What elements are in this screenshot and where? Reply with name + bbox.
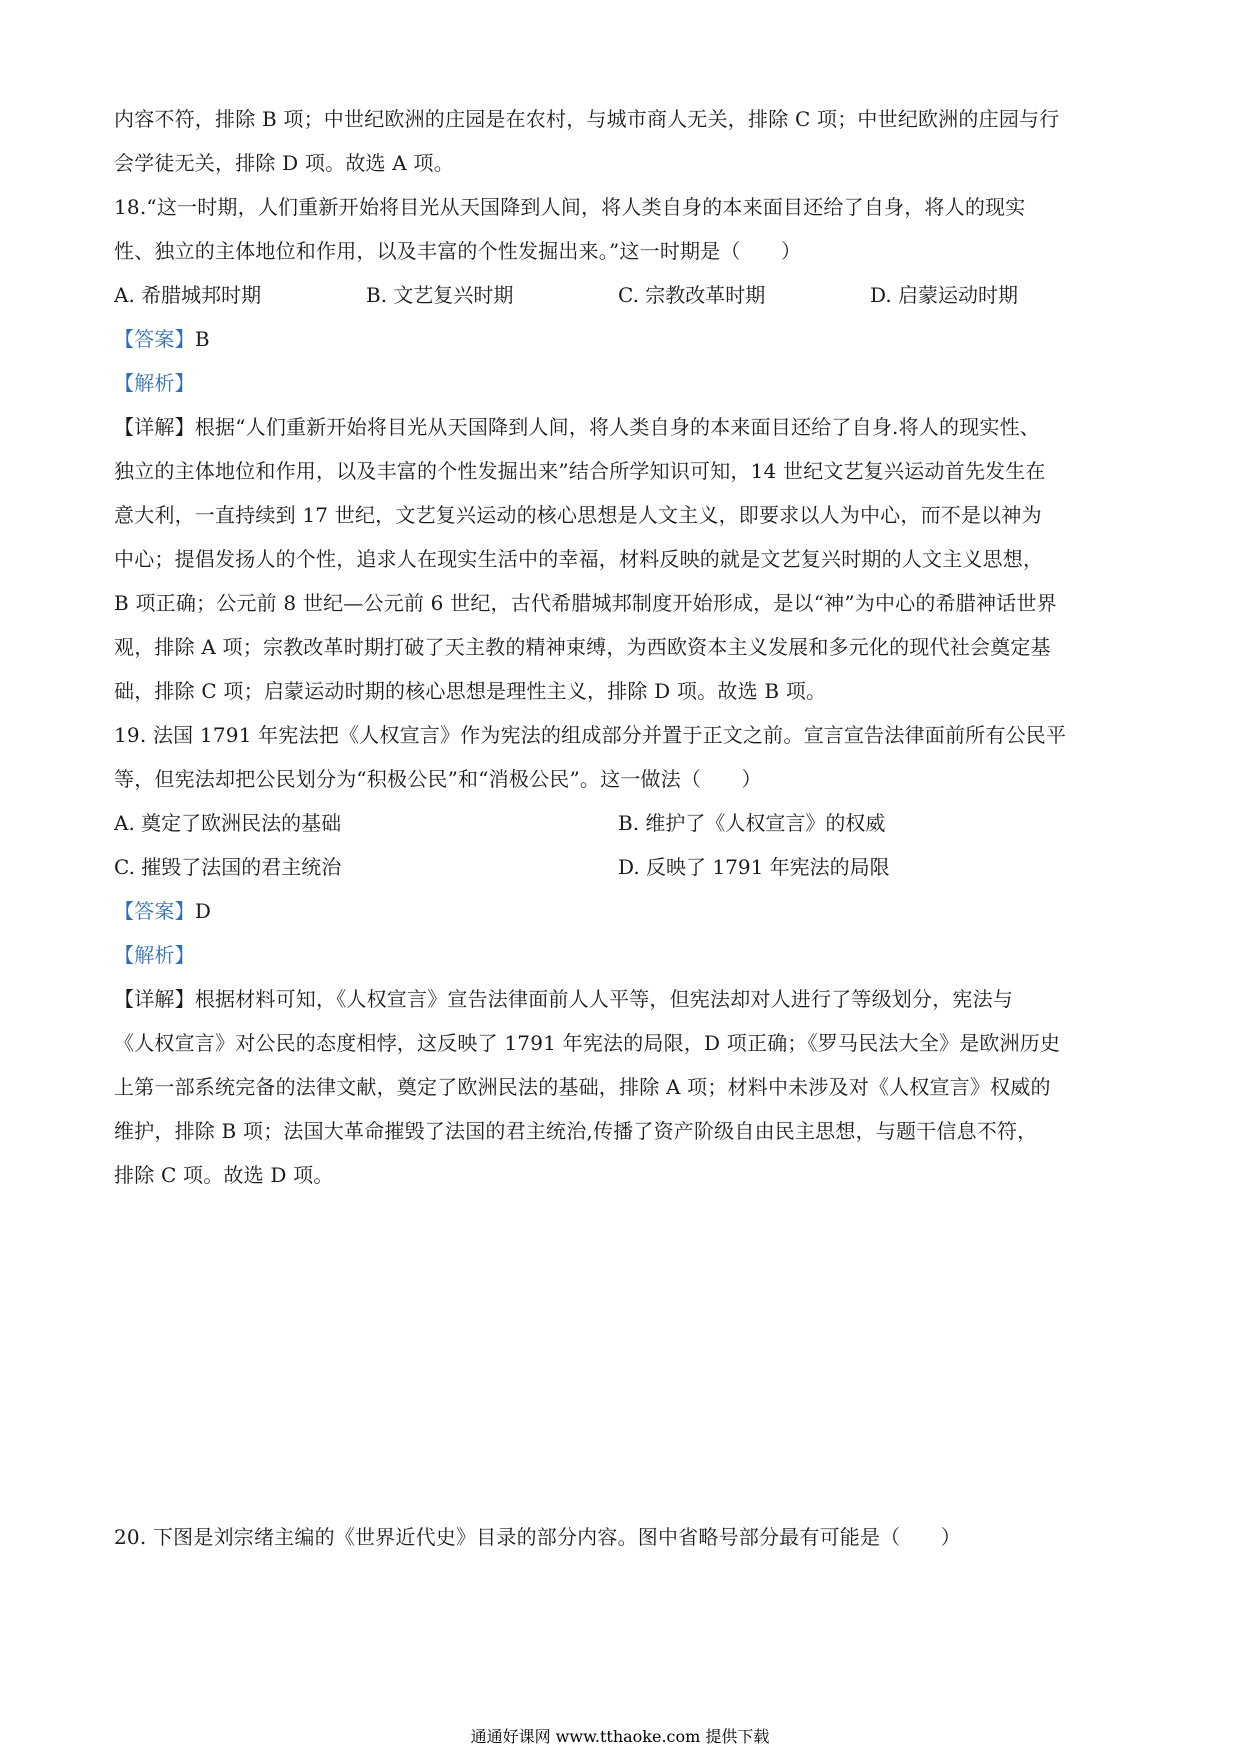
q19-answer-tag: 【答案】 — [114, 899, 195, 923]
q18-detail-line-5: B 项正确；公元前 8 世纪—公元前 6 世纪，古代希腊城邦制度开始形成，是以“神”为中心的希腊神话世界 — [114, 591, 1057, 615]
q19-detail-line-4: 维护，排除 B 项；法国大革命摧毁了法国的君主统治,传播了资产阶级自由民主思想，与题干信息不符， — [114, 1119, 1038, 1143]
q18-stem-line-1: 18.“这一时期，人们重新开始将目光从天国降到人间，将人类自身的本来面目还给了自身，将人的现实 — [114, 195, 1026, 219]
q19-stem-line-1: 19. 法国 1791 年宪法把《人权宣言》作为宪法的组成部分并置于正文之前。宣言宣告法律面前所有公民平 — [114, 723, 1067, 747]
q18-detail-text-1: 根据“人们重新开始将目光从天国降到人间，将人类自身的本来面目还给了自身.将人的现实性、 — [194, 415, 1040, 439]
q18-option-a: A. 希腊城邦时期 — [114, 283, 262, 307]
q19-option-a: A. 奠定了欧洲民法的基础 — [114, 811, 342, 835]
q19-stem-line-2: 等，但宪法却把公民划分为“积极公民”和“消极公民”。这一做法（ ） — [114, 767, 762, 791]
q18-detail-line-6: 观，排除 A 项；宗教改革时期打破了天主教的精神束缚，为西欧资本主义发展和多元化的现代社会奠定基 — [114, 635, 1051, 659]
page-footer: 通通好课网 www.tthaoke.com 提供下载 — [470, 1727, 770, 1746]
q19-option-c: C. 摧毁了法国的君主统治 — [114, 855, 342, 879]
q19-detail-line-2: 《人权宣言》对公民的态度相悖，这反映了 1791 年宪法的局限，D 项正确；《罗马民法大全》是欧洲历史 — [114, 1031, 1061, 1055]
q18-detail-line-2: 独立的主体地位和作用，以及丰富的个性发掘出来”结合所学知识可知，14 世纪文艺复兴运动首先发生在 — [114, 459, 1046, 483]
q18-detail-line-1 — [114, 412, 1134, 442]
q18-answer-value: B — [194, 327, 210, 351]
q19-detail-line-1 — [114, 984, 1134, 1014]
prev-answer-line-1: 内容不符，排除 B 项；中世纪欧洲的庄园是在农村，与城市商人无关，排除 C 项；中世纪欧洲的庄园与行 — [114, 107, 1060, 131]
q18-detail-tag: 【详解】 — [114, 415, 195, 439]
q18-answer — [114, 324, 1134, 354]
q19-option-b: B. 维护了《人权宣言》的权威 — [618, 811, 886, 835]
q20-stem: 20. 下图是刘宗绪主编的《世界近代史》目录的部分内容。图中省略号部分最有可能是（ ） — [114, 1525, 961, 1549]
q18-option-b: B. 文艺复兴时期 — [366, 283, 514, 307]
q18-answer-tag: 【答案】 — [114, 327, 195, 351]
q19-detail-line-5: 排除 C 项。故选 D 项。 — [114, 1163, 334, 1187]
q18-option-c: C. 宗教改革时期 — [618, 283, 766, 307]
q19-option-d: D. 反映了 1791 年宪法的局限 — [618, 855, 890, 879]
q18-analysis-tag: 【解析】 — [114, 371, 195, 395]
prev-answer-line-2: 会学徒无关，排除 D 项。故选 A 项。 — [114, 151, 454, 175]
q18-detail-line-4: 中心；提倡发扬人的个性，追求人在现实生活中的幸福，材料反映的就是文艺复兴时期的人文主义思想， — [114, 547, 1044, 571]
q19-detail-tag: 【详解】 — [114, 987, 195, 1011]
q19-answer-value: D — [194, 899, 212, 923]
q19-analysis-tag: 【解析】 — [114, 943, 195, 967]
q18-stem-line-2: 性、独立的主体地位和作用，以及丰富的个性发掘出来。”这一时期是（ ） — [114, 239, 802, 263]
q19-answer — [114, 896, 1134, 926]
q19-detail-text-1: 根据材料可知，《人权宣言》宣告法律面前人人平等，但宪法却对人进行了等级划分，宪法与 — [194, 987, 1014, 1011]
q18-option-d: D. 启蒙运动时期 — [870, 283, 1019, 307]
q18-detail-line-3: 意大利，一直持续到 17 世纪，文艺复兴运动的核心思想是人文主义，即要求以人为中心，而不是以神为 — [114, 503, 1042, 527]
q18-detail-line-7: 础，排除 C 项；启蒙运动时期的核心思想是理性主义，排除 D 项。故选 B 项。 — [114, 679, 827, 703]
q19-detail-line-3: 上第一部系统完备的法律文献，奠定了欧洲民法的基础，排除 A 项；材料中未涉及对《人权宣言》权威的 — [114, 1075, 1051, 1099]
